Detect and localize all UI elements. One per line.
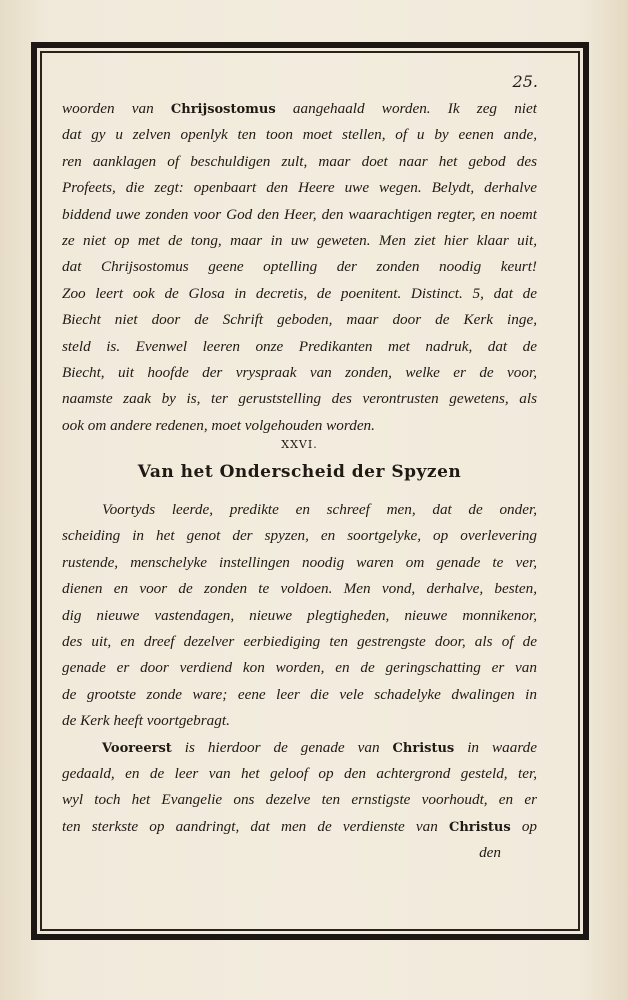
text-line: dienen en voor de zonden te voldoen. Men vond, derhalve, besten, bbox=[62, 580, 537, 598]
text-line: ze niet op met de tong, maar in uw geweten. Men ziet hier klaar uit, bbox=[62, 231, 537, 249]
text-line: scheiding in het genot der spyzen, en soortgelyke, op overlevering bbox=[62, 527, 537, 545]
text-line: ook om andere redenen, moet volgehouden worden. bbox=[62, 416, 375, 434]
text-line: ten sterkste op aandringt, dat men de verdienste van Christus op bbox=[62, 817, 537, 835]
text-line: Vooreerst is hierdoor de genade van Christus in waarde bbox=[102, 738, 537, 756]
text-line: steld is. Evenwel leeren onze Predikanten met nadruk, dat de bbox=[62, 337, 537, 355]
text-line: Zoo leert ook de Glosa in decretis, de poenitent. Distinct. 5, dat de bbox=[62, 284, 537, 302]
name-chrysostomus: Chrijsostomus bbox=[100, 258, 189, 276]
section-number: XXVI. bbox=[281, 438, 318, 452]
text-line: dat Chrijsostomus geene optelling der zonden noodig keurt! bbox=[62, 258, 537, 276]
catchword: den bbox=[479, 844, 501, 862]
text-line: Biecht, uit hoofde der vryspraak van zonden, welke er de voor, bbox=[62, 363, 537, 381]
emphasis-vooreerst: Vooreerst bbox=[102, 740, 172, 756]
text-line: wyl toch het Evangelie ons dezelve ten ernstigste voorhoudt, en er bbox=[62, 791, 537, 809]
text-line: dat gy u zelven openlyk ten toon moet stellen, of u by eenen ande, bbox=[62, 126, 537, 144]
paragraph-3 bbox=[62, 735, 537, 867]
text-line: Voortyds leerde, predikte en schreef men, dat de onder, bbox=[102, 501, 537, 519]
text-line: de grootste zonde ware; eene leer die vele schadelyke dwalingen in bbox=[62, 685, 537, 703]
text-line: Profeets, die zegt: openbaart den Heere uwe wegen. Belydt, derhalve bbox=[62, 179, 537, 197]
text-line: woorden van Chrijsostomus aangehaald worden. Ik zeg niet bbox=[62, 100, 537, 117]
name-chrysostomus: Chrijsostomus bbox=[170, 102, 276, 117]
name-christus: Christus bbox=[392, 740, 455, 756]
text-line: de Kerk heeft voortgebragt. bbox=[62, 712, 230, 730]
page-number: 25. bbox=[512, 72, 538, 91]
paragraph-1 bbox=[62, 96, 537, 439]
manuscript-text bbox=[62, 96, 537, 867]
text-line: naamste zaak by is, ter geruststelling des verontrusten gewetens, als bbox=[62, 390, 537, 408]
section-heading: Van het Onderscheid der Spyzen bbox=[137, 462, 462, 483]
text-line: dig nieuwe vastendagen, nieuwe plegtigheden, nieuwe monnikenor, bbox=[62, 606, 537, 624]
text-line: Biecht niet door de Schrift geboden, maar door de Kerk inge, bbox=[62, 311, 537, 329]
text-line: rustende, menschelyke instellingen noodig waren om genade te ver, bbox=[62, 553, 537, 571]
text-line: des uit, en dreef dezelver eerbiediging ten gestrengste door, als of de bbox=[62, 633, 537, 651]
text-line: biddend uwe zonden voor God den Heer, den waarachtigen regter, en noemt bbox=[62, 205, 537, 223]
name-christus: Christus bbox=[448, 819, 511, 835]
text-line: genade er door verdiend kon worden, en de geringschatting er van bbox=[62, 659, 537, 677]
text-line: gedaald, en de leer van het geloof op den achtergrond gesteld, ter, bbox=[62, 764, 537, 782]
paragraph-2 bbox=[62, 497, 537, 735]
text-line: ren aanklagen of beschuldigen zult, maar doet naar het gebod des bbox=[62, 152, 537, 170]
